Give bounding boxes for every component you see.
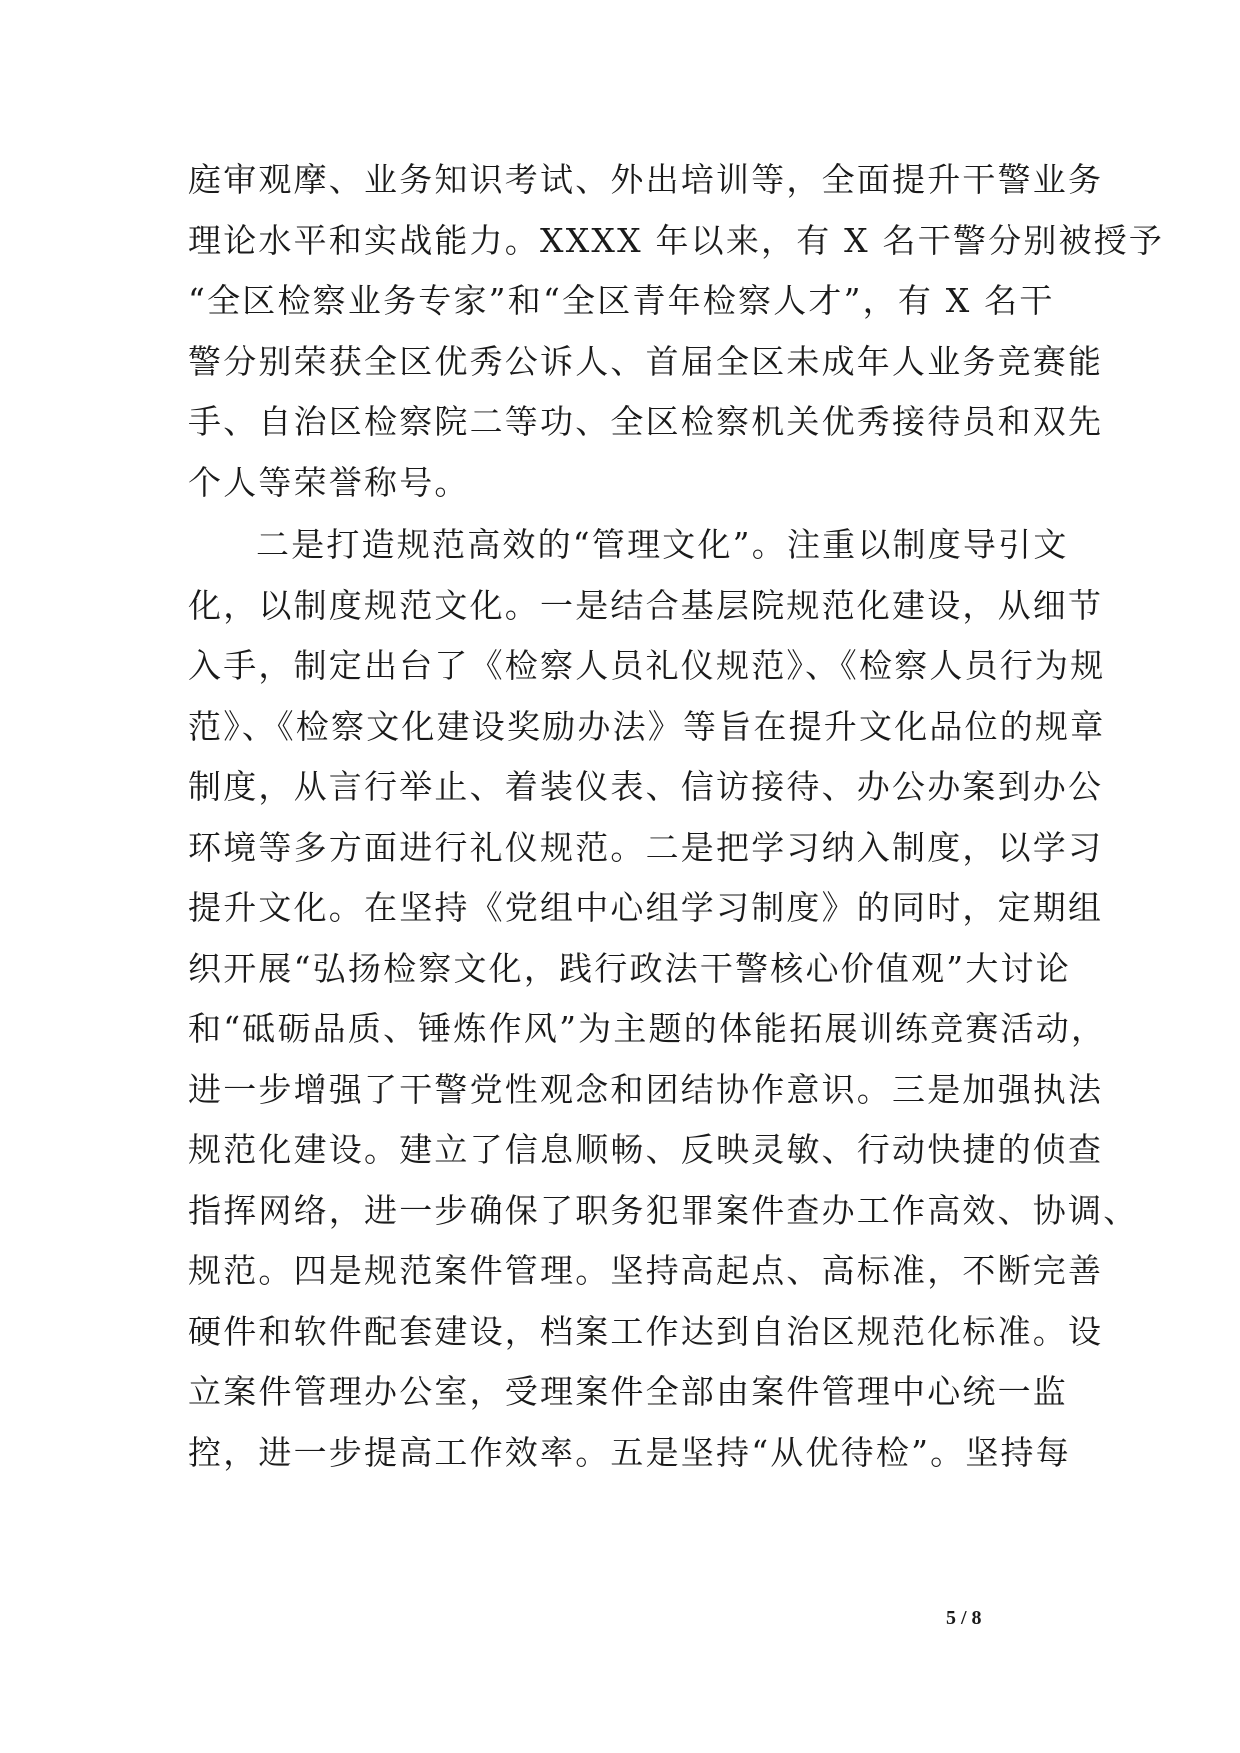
text-line: 提升文化。在坚持《党组中心组学习制度》的同时，定期组 (188, 888, 1104, 927)
text-line: 硬件和软件配套建设，档案工作达到自治区规范化标准。设 (188, 1312, 1104, 1351)
text-line: 理论水平和实战能力。XXXX 年以来，有 X 名干警分别被授予 (188, 221, 1165, 260)
text-line: 入手，制定出台了《检察人员礼仪规范》、《检察人员行为规 (188, 646, 1106, 685)
text-line: 控，进一步提高工作效率。五是坚持“从优待检”。坚持每 (188, 1433, 1071, 1472)
text-line: 二是打造规范高效的“管理文化”。注重以制度导引文 (256, 525, 1069, 564)
text-line: 庭审观摩、业务知识考试、外出培训等，全面提升干警业务 (188, 160, 1104, 199)
text-line: 制度，从言行举止、着装仪表、信访接待、办公办案到办公 (188, 767, 1104, 806)
text-line: 进一步增强了干警党性观念和团结协作意识。三是加强执法 (188, 1070, 1104, 1109)
text-line: 织开展“弘扬检察文化，践行政法干警核心价值观”大讨论 (188, 949, 1071, 988)
page-number: 5 / 8 (946, 1607, 982, 1629)
text-line: 立案件管理办公室，受理案件全部由案件管理中心统一监 (188, 1372, 1068, 1411)
text-line: 规范化建设。建立了信息顺畅、反映灵敏、行动快捷的侦查 (188, 1130, 1104, 1169)
text-line: 手、自治区检察院二等功、全区检察机关优秀接待员和双先 (188, 402, 1104, 441)
text-line: 和“砥砺品质、锤炼作风”为主题的体能拓展训练竞赛活动， (188, 1009, 1107, 1048)
text-line: 范》、《检察文化建设奖励办法》等旨在提升文化品位的规章 (188, 707, 1106, 746)
text-line: 化，以制度规范文化。一是结合基层院规范化建设，从细节 (188, 586, 1104, 625)
text-line: 环境等多方面进行礼仪规范。二是把学习纳入制度，以学习 (188, 828, 1104, 867)
text-line: 规范。四是规范案件管理。坚持高起点、高标准，不断完善 (188, 1251, 1104, 1290)
text-line: “全区检察业务专家”和“全区青年检察人才”，有 X 名干 (188, 281, 1055, 320)
text-line: 指挥网络，进一步确保了职务犯罪案件查办工作高效、协调、 (188, 1191, 1139, 1230)
text-line: 警分别荣获全区优秀公诉人、首届全区未成年人业务竞赛能 (188, 342, 1104, 381)
text-line: 个人等荣誉称号。 (188, 463, 470, 502)
